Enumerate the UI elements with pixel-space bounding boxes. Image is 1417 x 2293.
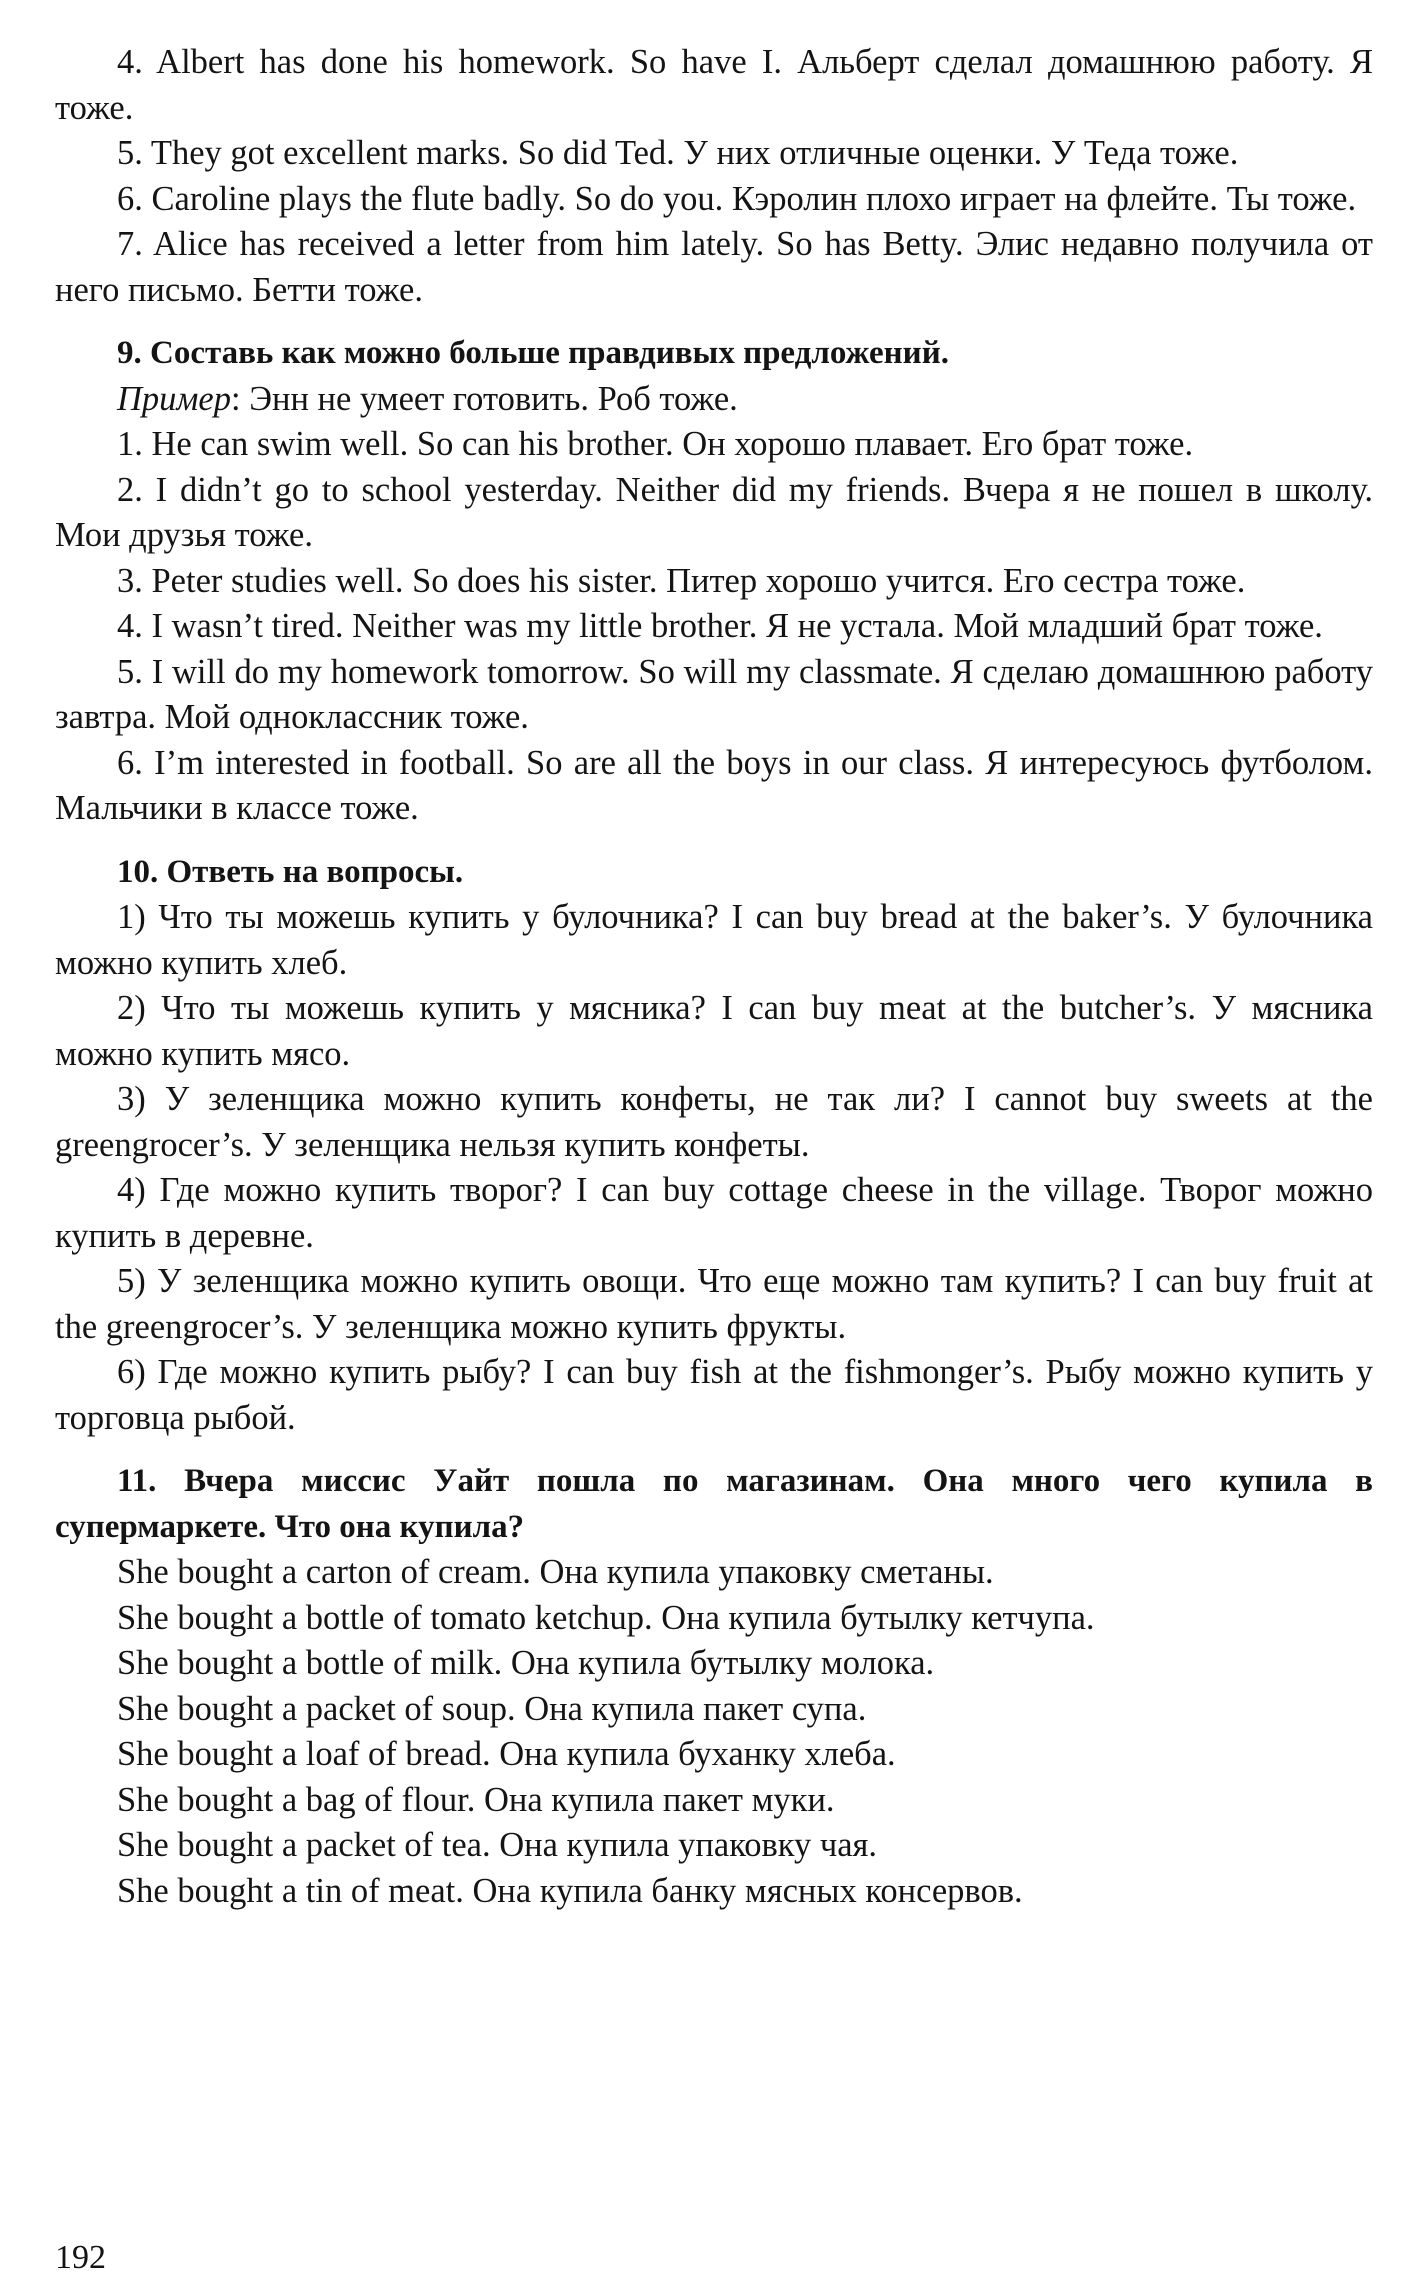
list-item: 6. I’m interested in football. So are all the boys in our class. Я интересуюсь футболом. Мальчики в классе тоже. — [55, 743, 1373, 827]
list-item: 3) У зеленщика можно купить конфеты, не так ли? I cannot buy sweets at the greengrocer’s. У зеленщика нельзя купить конфеты. — [55, 1080, 1373, 1164]
page-number: 192 — [55, 2239, 106, 2276]
example-text: : Энн не умеет готовить. Роб тоже. — [231, 379, 738, 418]
list-item: 6) Где можно купить рыбу? I can buy fish at the fishmonger’s. Рыбу можно купить у торговца рыбой. — [55, 1353, 1373, 1437]
list-item: 4. I wasn’t tired. Neither was my little brother. Я не устала. Мой младший брат тоже. — [117, 607, 1323, 645]
list-item: 1) Что ты можешь купить у булочника? I can buy bread at the baker’s. У булочника можно купить хлеб. — [55, 898, 1373, 982]
section-9-example — [55, 377, 1373, 423]
list-item: 4) Где можно купить творог? I can buy cottage cheese in the village. Творог можно купить в деревне. — [55, 1171, 1373, 1255]
section-10 — [55, 850, 1373, 1442]
list-item: She bought a tin of meat. Она купила банку мясных консервов. — [117, 1871, 1023, 1910]
list-item: She bought a packet of tea. Она купила упаковку чая. — [117, 1826, 878, 1864]
list-item: 2. I didn’t go to school yesterday. Neither did my friends. Вчера я не пошел в школу. Мои друзья тоже. — [55, 470, 1373, 554]
section-9-heading: 9. Составь как можно больше правдивых предложений. — [117, 335, 949, 371]
list-item: 5. I will do my homework tomorrow. So will my classmate. Я сделаю домашнюю работу завтра. Мой одноклассник тоже. — [55, 652, 1373, 736]
list-item: 4. Albert has done his homework. So have I. Альберт сделал домашнюю работу. Я тоже. — [55, 43, 1373, 127]
list-item: She bought a bottle of milk. Она купила бутылку молока. — [117, 1644, 935, 1682]
section-10-heading: 10. Ответь на вопросы. — [117, 853, 464, 890]
list-item: 5) У зеленщика можно купить овощи. Что еще можно там купить? I can buy fruit at the greengrocer’s. У зеленщика можно купить фрукты. — [55, 1262, 1373, 1346]
top-items — [55, 40, 1373, 313]
example-label: Пример — [117, 379, 231, 418]
list-item: 1. He can swim well. So can his brother. Он хорошо плавает. Его брат тоже. — [117, 425, 1194, 463]
list-item: She bought a loaf of bread. Она купила буханку хлеба. — [117, 1735, 896, 1773]
list-item: 7. Alice has received a letter from him lately. So has Betty. Элис недавно получила от него письмо. Бетти тоже. — [55, 225, 1373, 309]
list-item: She bought a packet of soup. Она купила пакет супа. — [117, 1689, 867, 1728]
page-body — [55, 40, 1373, 1914]
section-11 — [55, 1459, 1373, 1914]
list-item: 2) Что ты можешь купить у мясника? I can buy meat at the butcher’s. У мясника можно купить мясо. — [55, 989, 1373, 1073]
section-9 — [55, 331, 1373, 832]
list-item: 5. They got excellent marks. So did Ted. У них отличные оценки. У Теда тоже. — [117, 134, 1239, 172]
list-item: 3. Peter studies well. So does his sister. Питер хорошо учится. Его сестра тоже. — [117, 561, 1246, 600]
section-11-heading: 11. Вчера миссис Уайт пошла по магазинам. Она много чего купила в супермаркете. Что она купила? — [55, 1463, 1373, 1545]
list-item: 6. Caroline plays the flute badly. So do you. Кэролин плохо играет на флейте. Ты тоже. — [117, 179, 1357, 218]
list-item: She bought a bottle of tomato ketchup. Она купила бутылку кетчупа. — [117, 1598, 1095, 1637]
list-item: She bought a carton of cream. Она купила упаковку сметаны. — [117, 1553, 994, 1591]
list-item: She bought a bag of flour. Она купила пакет муки. — [117, 1780, 835, 1819]
